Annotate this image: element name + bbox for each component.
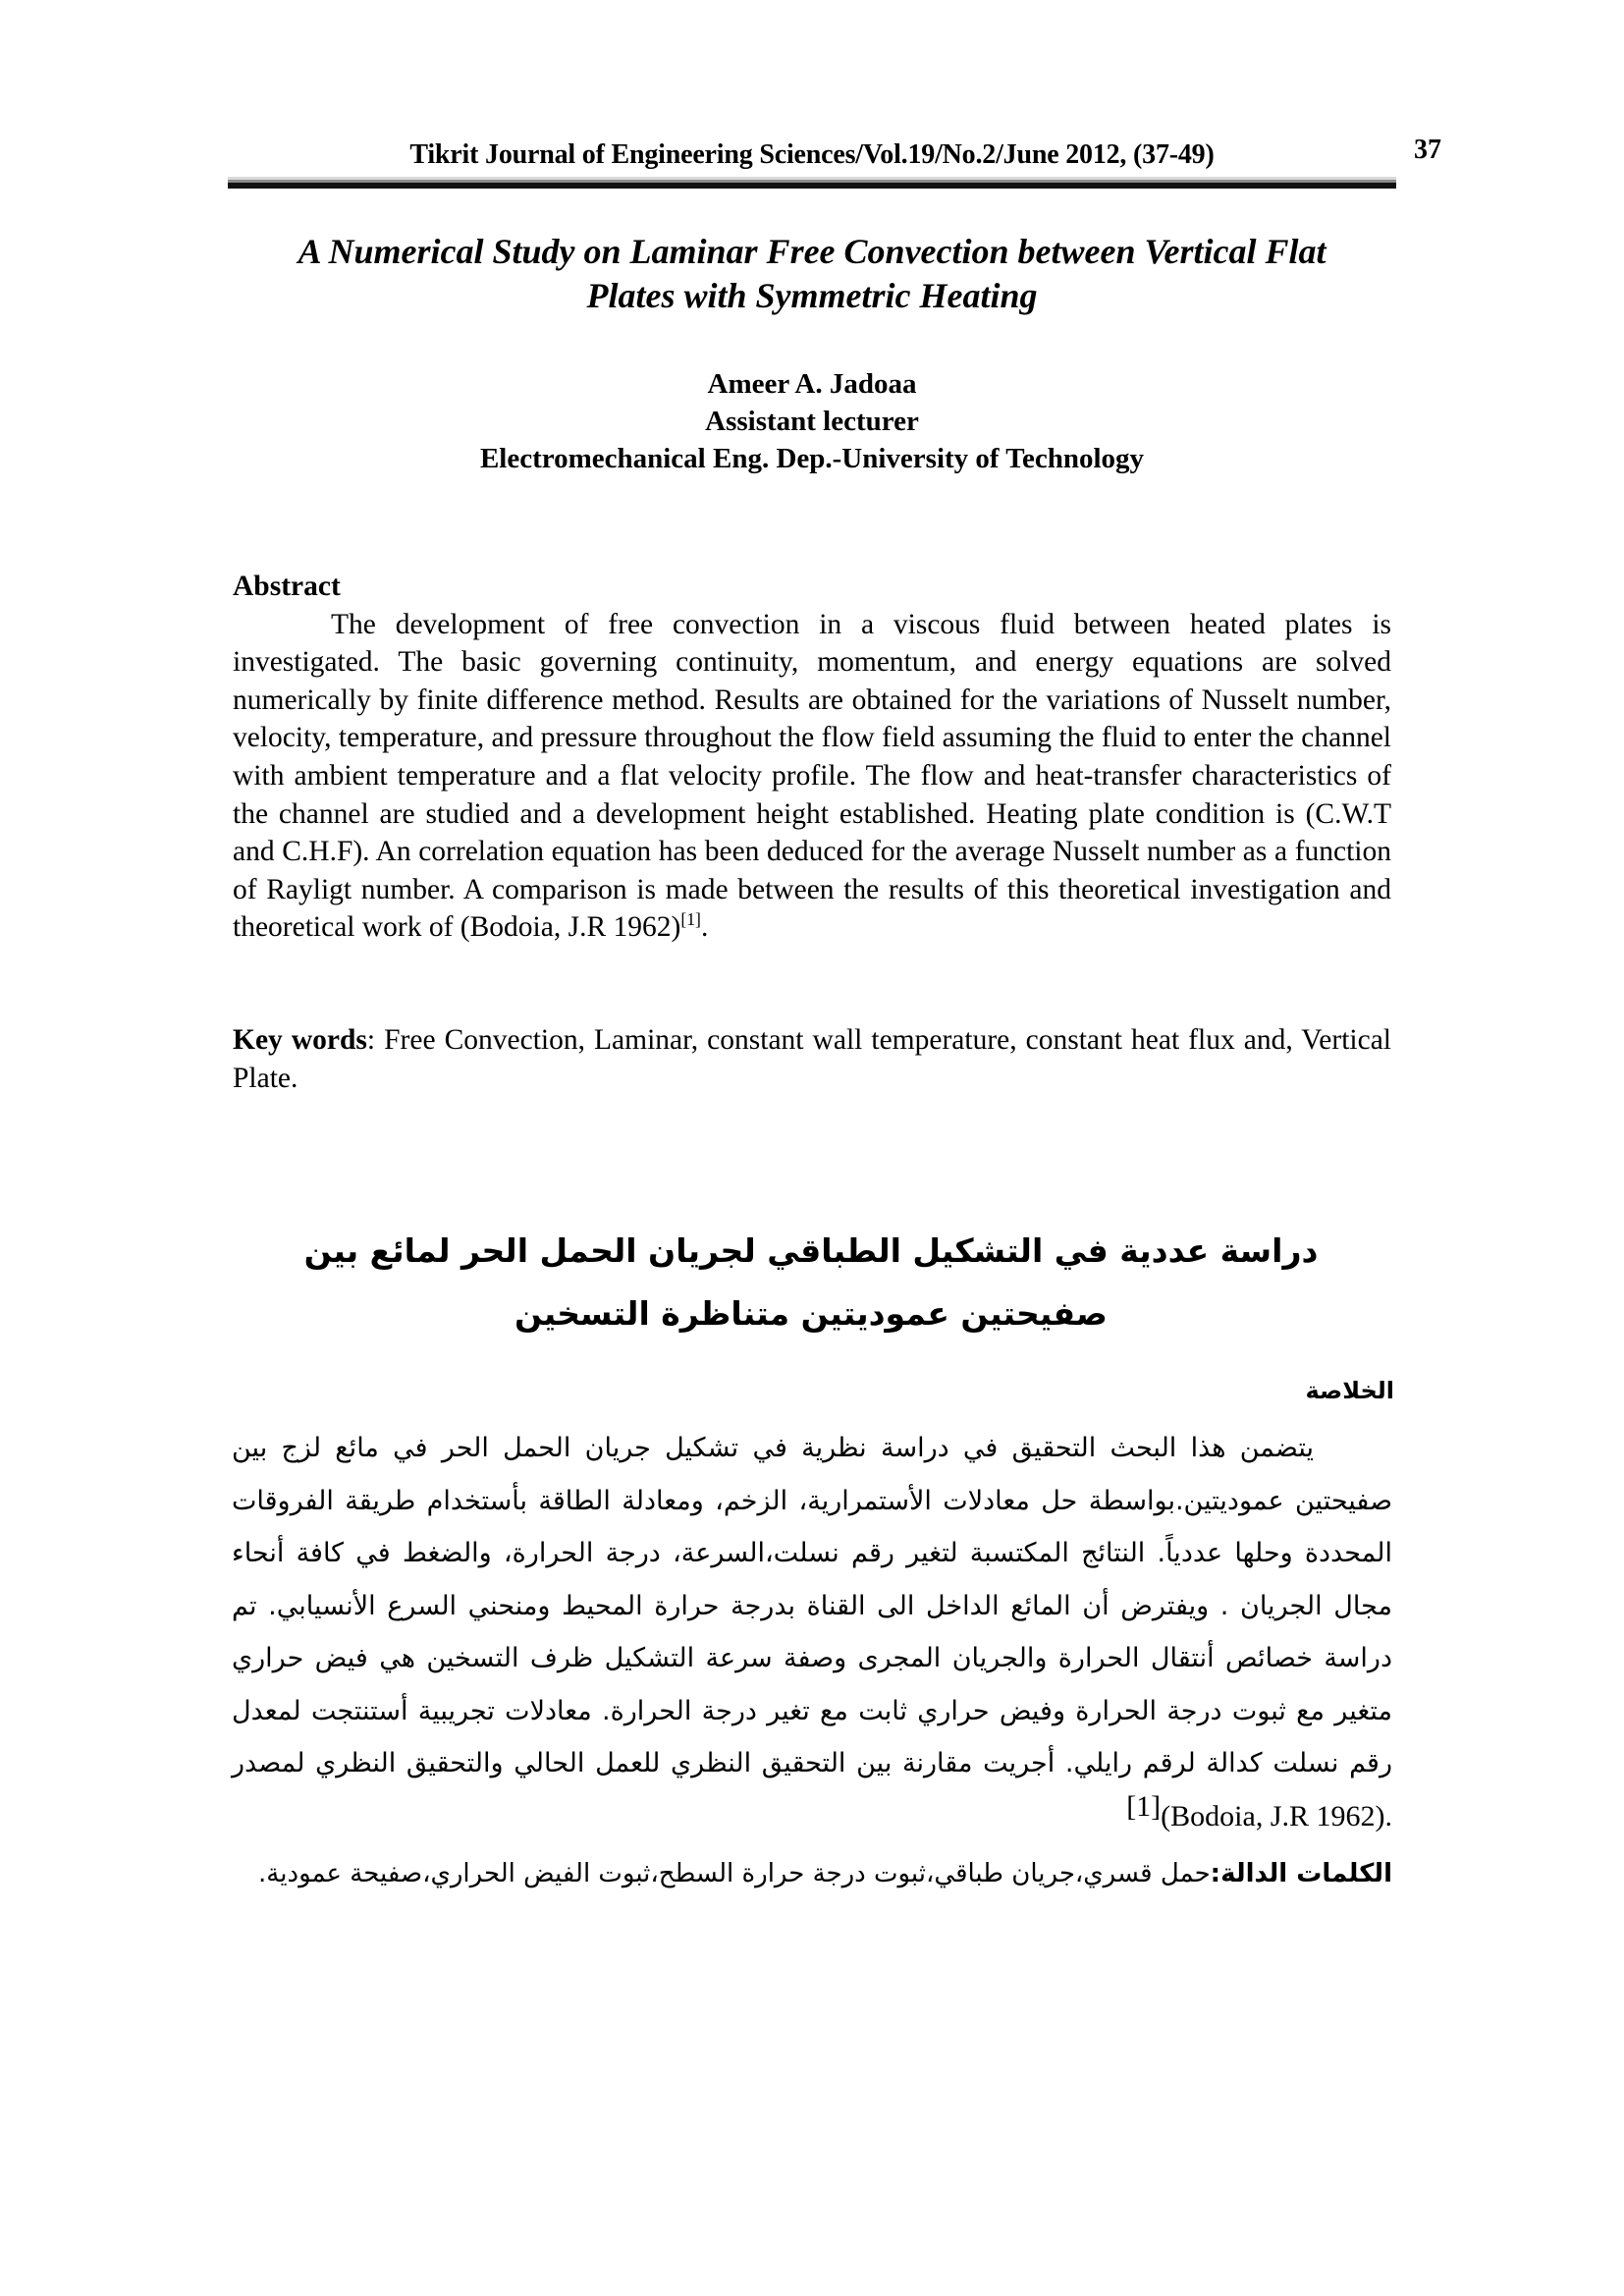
arabic-abstract-reference: (Bodoia, J.R 1962). [1161,1799,1392,1832]
keywords [233,1021,1391,1097]
abstract-section [233,568,1391,947]
header-rule [228,177,1396,189]
title-line-1: A Numerical Study on Laminar Free Convection between Vertical Flat [298,232,1326,271]
arabic-title: دراسة عددية في التشكيل الطباقي لجريان الحمل الحر لمائع بين صفيحتين عموديتين متناظرة التسخين [303,1231,1319,1333]
page-number: 37 [1414,135,1441,165]
arabic-abstract-heading: الخلاصة [1305,1377,1394,1404]
arabic-citation-ref: [1] [1126,1789,1162,1823]
arabic-keywords [232,1854,1392,1893]
arabic-abstract-body [232,1422,1392,1843]
citation-ref: [1] [680,909,701,930]
title-line-2: Plates with Symmetric Heating [586,276,1038,315]
keywords-text: : Free Convection, Laminar, constant wall temperature, constant heat flux and, Vertical Plate. [233,1024,1391,1094]
author-affiliation: Electromechanical Eng. Dep.-University of Technology [479,443,1145,474]
abstract-body [233,606,1391,947]
arabic-keywords-text: حمل قسري،جريان طباقي،ثبوت درجة حرارة السطح،ثبوت الفيض الحراري،صفيحة عمودية. [258,1859,1211,1888]
journal-header: Tikrit Journal of Engineering Sciences/Vol.19/No.2/June 2012, (37-49) [409,139,1215,170]
keywords-label: Key words [233,1024,367,1056]
abstract-heading: Abstract [233,571,341,602]
arabic-keywords-label: الكلمات الدالة: [1210,1859,1392,1888]
author-block [228,365,1396,477]
author-name: Ameer A. Jadoaa [707,368,917,400]
arabic-abstract-text: يتضمن هذا البحث التحقيق في دراسة نظرية في تشكيل جريان الحمل الحر في مائع لزج بين صفيحتين عموديتين.بواسطة حل معادلات الأستمرارية، الزخم، ومعادلة الطاقة بأستخدام طريقة الفروقات المحددة وحلها عددياً. النتائج المكتسبة لتغير رقم نسلت،السرعة، درجة الحرارة، والضغط في كافة أنحاء مجال الجريان . ويفترض أن المائع الداخل الى القناة بدرجة حرارة المحيط ومنحني السرع الأنسيابي. تم دراسة خصائص أنتقال الحرارة والجريان المجرى وصفة سرعة التشكيل ظرف التسخين هي فيض حراري متغير مع ثبوت درجة الحرارة وفيض حراري ثابت مع تغير درجة الحرارة. معادلات تجريبية أستنتجت لمعدل رقم نسلت كدالة لرقم رايلي. أجريت مقارنة بين التحقيق النظري للعمل الحالي والتحقيق النظري لمصدر [232,1433,1392,1778]
abstract-text: The development of free convection in a viscous fluid between heated plates is investigated. The basic governing continuity, momentum, and energy equations are solved numerically by finite difference method. Results are obtained for the variations of Nusselt number, velocity, temperature, and pressure throughout the flow field assuming the fluid to enter the channel with ambient temperature and a flat velocity profile. The flow and heat-transfer characteristics of the channel are studied and a development height established. Heating plate condition is (C.W.T and C.H.F). An correlation equation has been deduced for the average Nusselt number as a function of Rayligt number. A comparison is made between the results of this theoretical investigation and theoretical work of (Bodoia, J.R 1962) [233,608,1391,944]
author-position: Assistant lecturer [705,406,919,437]
abstract-period: . [700,911,709,944]
paper-title [228,230,1396,318]
